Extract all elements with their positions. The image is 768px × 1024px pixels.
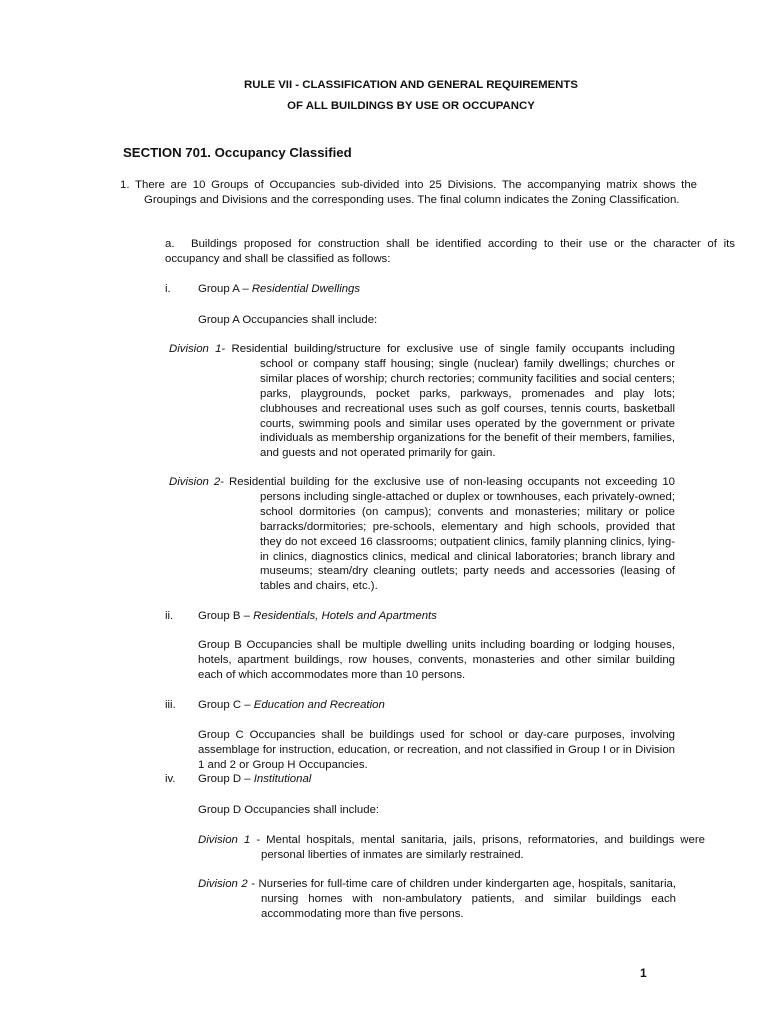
group-c-heading (198, 698, 385, 713)
subparagraph-a-text: Buildings proposed for construction shall be identified according to their use or the character of its occupancy and shall be classified as follows: (165, 238, 735, 265)
group-a-name: Residential Dwellings (251, 283, 361, 295)
group-c-text: Group C Occupancies shall be buildings used for school or day-care purposes, involving assemblage for instruction, education, or recreation, and not classified in Group I or in Division 1 and 2 or Group H Occupancies. (198, 729, 675, 771)
rule-title-line-2: OF ALL BUILDINGS BY USE OR OCCUPANCY (287, 100, 535, 112)
group-b-text: Group B Occupancies shall be multiple dwelling units including boarding or lodging houses, hotels, apartment buildings, row houses, convents, monasteries and other similar building each of which accommodates more than 10 persons. (198, 639, 675, 681)
group-d-name: Institutional (253, 773, 312, 785)
group-b-heading (198, 609, 437, 624)
group-d-numeral: iv. (165, 773, 176, 785)
group-a-division-2 (169, 475, 675, 594)
group-d-division-2 (198, 877, 676, 922)
group-a-division-1-text: - Residential building/structure for exclusive use of single family occupants including school or company staff housing; single (nuclear) family dwellings; churches or similar places of worship; church rectories; community facilities and social centers; parks, playgrounds, pocket parks, parkways, promenades and play lots; clubhouses and recreational uses such as golf courses, tennis courts, basketball courts, swimming pools and similar uses operated by the government or private individuals as membership organizations for the benefit of their members, families, and guests and not operated primarily for gain. (221, 343, 675, 460)
group-c-prefix: Group C – (198, 699, 254, 711)
group-d-division-1 (198, 833, 705, 863)
group-a-numeral: i. (165, 283, 171, 295)
page-number: 1 (640, 966, 647, 980)
group-d-heading (198, 772, 311, 787)
group-a-division-2-text: - Residential building for the exclusive use of non-leasing occupants not exceeding 10 persons including single-attached or duplex or townhouses, each privately-owned; school dormitories (on campus); convents and monasteries; military or police barracks/dormitories; pre-schools, elementary and high schools, provided that they do not exceed 16 classrooms; outpatient clinics, family planning clinics, lying-in clinics, diagnostics clinics, medical and clinical laboratories; branch library and museums; steam/dry cleaning outlets; party needs and accessories (leasing of tables and chairs, etc.). (220, 476, 675, 593)
group-a-intro: Group A Occupancies shall include: (198, 314, 378, 326)
group-d-division-1-label: Division 1 (198, 834, 251, 846)
subparagraph-a (165, 237, 735, 267)
group-a-division-2-label: Division 2 (169, 476, 221, 488)
group-d-division-1-text: - Mental hospitals, mental sanitaria, jails, prisons, reformatories, and buildings were personal liberties of inmates are similarly restrained. (250, 834, 705, 861)
group-a-division-1 (169, 342, 675, 461)
group-d-division-2-text: - Nurseries for full-time care of children under kindergarten age, hospitals, sanitaria, nursing homes with non-ambulatory patients, and similar buildings each accommodating more than five persons. (247, 878, 676, 920)
paragraph-1 (120, 178, 698, 208)
group-a-heading (198, 282, 360, 297)
paragraph-1-text: There are 10 Groups of Occupancies sub-divided into 25 Divisions. The accompanying matrix shows the Groupings and Divisions and the corresponding uses. The final column indicates the Zoning Classification. (135, 179, 698, 206)
group-a-division-1-label: Division 1 (169, 343, 222, 355)
rule-title-line-1: RULE VII - CLASSIFICATION AND GENERAL REQUIREMENTS (244, 79, 578, 91)
group-d-prefix: Group D – (198, 773, 254, 785)
group-d-intro: Group D Occupancies shall include: (198, 804, 380, 816)
group-b-name: Residentials, Hotels and Apartments (253, 610, 437, 622)
group-d-division-2-label: Division 2 (198, 878, 248, 890)
group-b-prefix: Group B – (198, 610, 254, 622)
subparagraph-a-label: a. (165, 238, 175, 250)
group-a-prefix: Group A – (198, 283, 252, 295)
section-heading: SECTION 701. Occupancy Classified (123, 145, 352, 160)
group-c-numeral: iii. (165, 699, 176, 711)
group-c-name: Education and Recreation (253, 699, 385, 711)
group-b-numeral: ii. (165, 610, 174, 622)
paragraph-1-number: 1. (120, 179, 130, 191)
